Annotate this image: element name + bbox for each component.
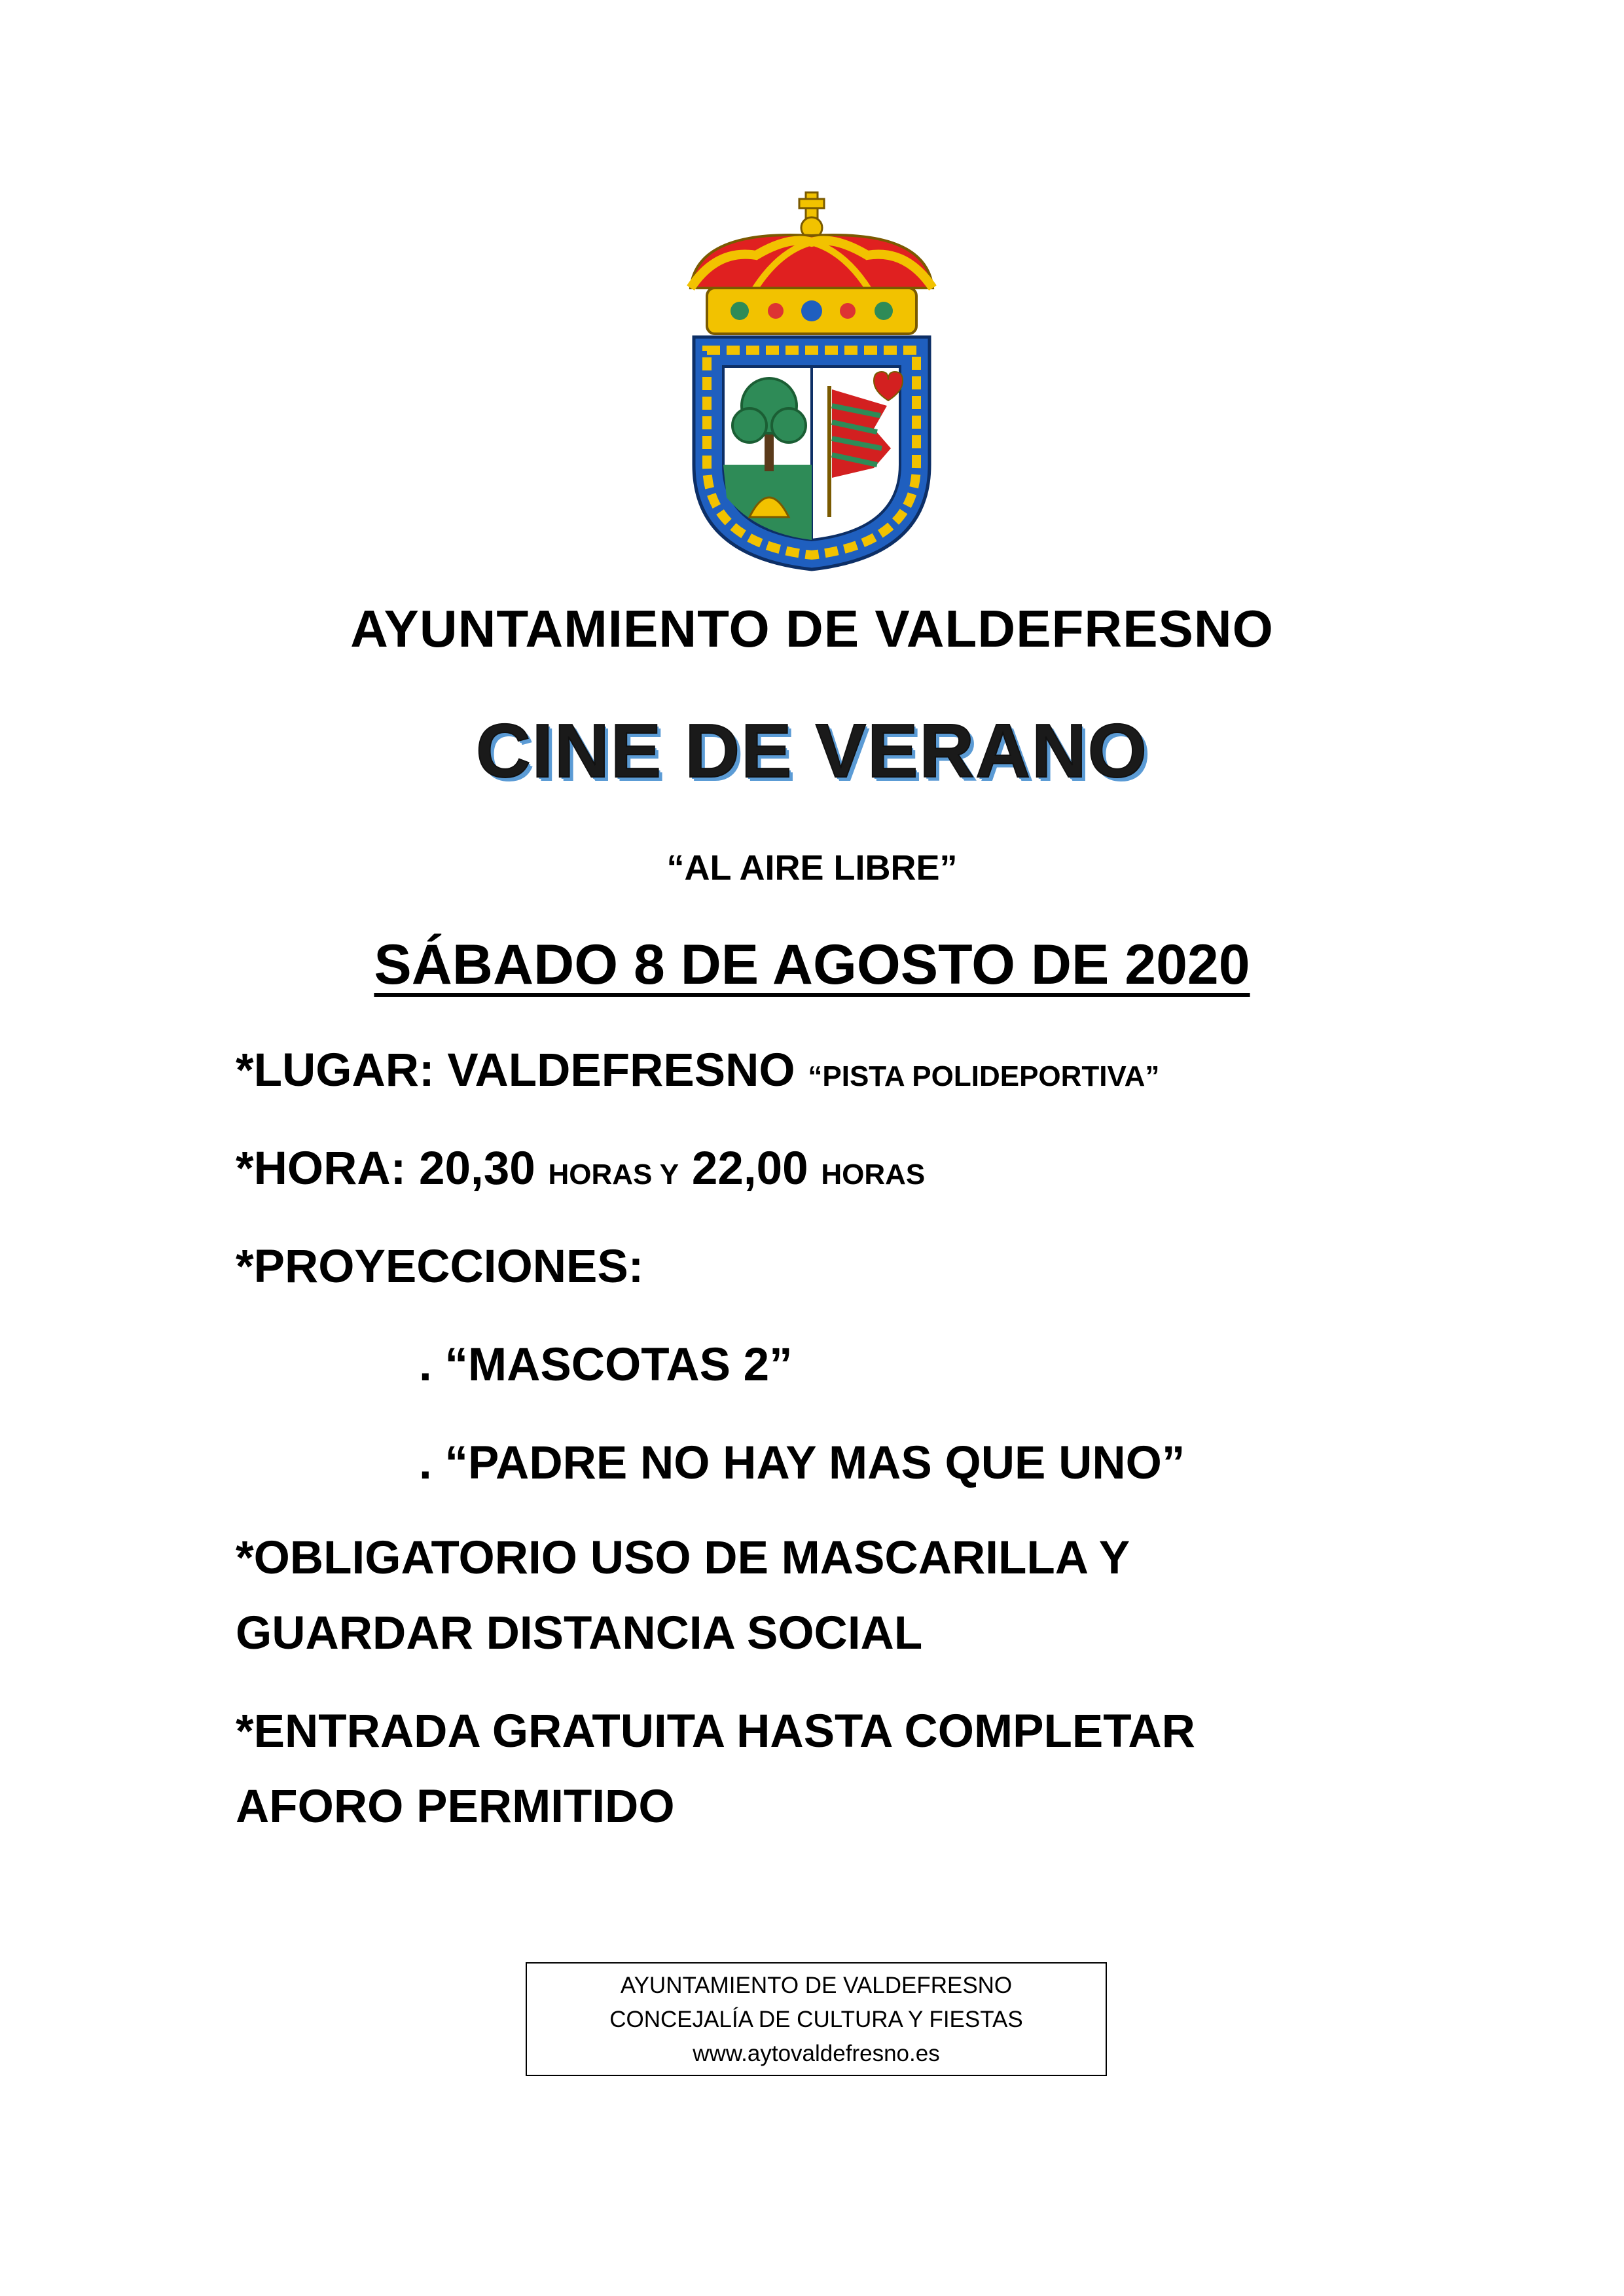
place-detail: “PISTA POLIDEPORTIVA” [808, 1060, 1160, 1092]
time-unit-2: HORAS [821, 1158, 926, 1191]
film-item: . “PADRE NO HAY MAS QUE UNO” [419, 1437, 1185, 1489]
mask-notice-line2: GUARDAR DISTANCIA SOCIAL [236, 1607, 923, 1659]
organization-name: AYUNTAMIENTO DE VALDEFRESNO [350, 600, 1274, 658]
footer-website: www.aytovaldefresno.es [693, 2041, 940, 2066]
place-label: *LUGAR: VALDEFRESNO [236, 1045, 795, 1096]
event-subtitle: “AL AIRE LIBRE” [666, 848, 958, 888]
footer-department: CONCEJALÍA DE CULTURA Y FIESTAS [609, 2007, 1023, 2032]
coat-of-arms-emblem [677, 190, 946, 573]
time-value-2: 22,00 [691, 1143, 808, 1194]
event-date: SÁBADO 8 DE AGOSTO DE 2020 [374, 933, 1250, 996]
time-line [236, 1142, 925, 1195]
film-item: . “MASCOTAS 2” [419, 1339, 793, 1391]
event-title: CINE DE VERANO [475, 708, 1149, 793]
footer-org: AYUNTAMIENTO DE VALDEFRESNO [620, 1973, 1013, 1998]
mask-notice-line1: *OBLIGATORIO USO DE MASCARILLA Y [236, 1532, 1130, 1584]
footer-contact-box [526, 1962, 1107, 2076]
entry-notice-line1: *ENTRADA GRATUITA HASTA COMPLETAR [236, 1706, 1195, 1757]
place-line [236, 1044, 1159, 1097]
time-unit-1: HORAS Y [548, 1158, 679, 1191]
time-label: *HORA: 20,30 [236, 1143, 535, 1194]
projections-label: *PROYECCIONES: [236, 1241, 644, 1293]
entry-notice-line2: AFORO PERMITIDO [236, 1781, 675, 1833]
